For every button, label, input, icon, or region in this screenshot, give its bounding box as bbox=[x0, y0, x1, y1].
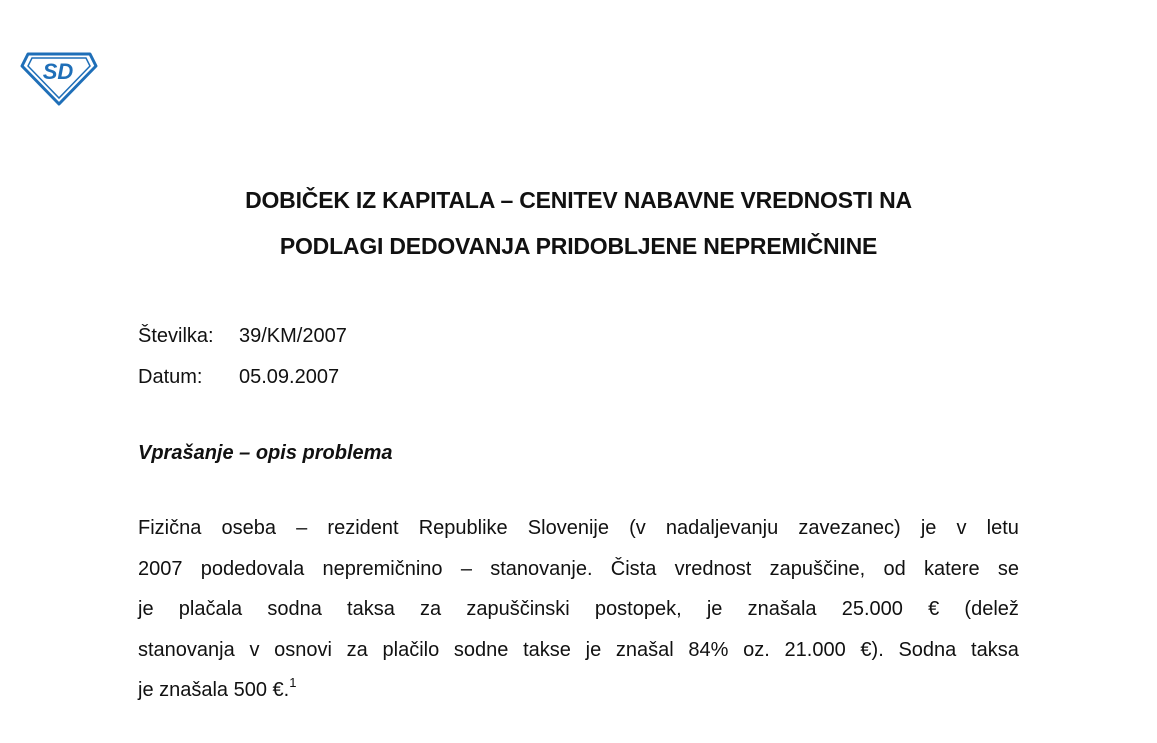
word: 84% bbox=[688, 638, 729, 661]
word: (delež bbox=[964, 598, 1019, 620]
title-line-2: PODLAGI DEDOVANJA PRIDOBLJENE NEPREMIČNINE bbox=[279, 233, 878, 259]
word: Fizična bbox=[138, 517, 202, 539]
word: nepremičnino bbox=[322, 557, 443, 580]
number-label: Številka: bbox=[138, 325, 214, 347]
number-value: 39/KM/2007 bbox=[239, 325, 347, 347]
footnote-reference[interactable]: 1 bbox=[289, 675, 297, 690]
word: se bbox=[997, 557, 1019, 580]
word: postopek, bbox=[594, 598, 682, 620]
meta-date-row bbox=[138, 357, 347, 398]
word: (v bbox=[629, 517, 646, 539]
word: nadaljevanju bbox=[665, 517, 779, 539]
word: stanovanje. bbox=[490, 557, 593, 580]
section-heading: Vprašanje – opis problema bbox=[138, 442, 393, 464]
word: je bbox=[585, 638, 602, 661]
logo-letters: SD bbox=[42, 59, 74, 84]
word: je bbox=[138, 598, 154, 620]
paragraph-line bbox=[138, 549, 1019, 590]
word: Sodna bbox=[898, 638, 957, 661]
word: – bbox=[296, 517, 308, 539]
word: rezident bbox=[327, 517, 399, 539]
word: zavezanec) bbox=[798, 517, 901, 539]
word: znašal bbox=[615, 638, 674, 661]
word: katere bbox=[924, 557, 980, 580]
body-paragraph bbox=[138, 508, 1019, 711]
date-label: Datum: bbox=[138, 366, 203, 388]
document-title bbox=[120, 177, 1037, 269]
word: osnovi bbox=[274, 638, 332, 661]
word: – bbox=[460, 557, 472, 580]
word: 25.000 bbox=[841, 598, 903, 620]
paragraph-line-text: je znašala 500 €. bbox=[138, 679, 290, 701]
paragraph-line bbox=[138, 508, 1019, 549]
word: sodna bbox=[267, 598, 322, 620]
word: vrednost bbox=[674, 557, 752, 580]
paragraph-last-line bbox=[138, 670, 1019, 711]
sd-logo bbox=[20, 48, 98, 106]
paragraph-line bbox=[138, 589, 1019, 630]
word: je bbox=[706, 598, 723, 620]
word: plačilo bbox=[382, 638, 440, 661]
word: €). bbox=[860, 638, 884, 661]
word: stanovanja bbox=[138, 638, 235, 661]
word: za bbox=[420, 598, 442, 620]
word: takse bbox=[523, 638, 571, 661]
word: taksa bbox=[347, 598, 395, 620]
document-meta bbox=[138, 316, 347, 398]
word: taksa bbox=[971, 638, 1019, 661]
word: Republike bbox=[418, 517, 508, 539]
word: Slovenije bbox=[527, 517, 609, 539]
word: oz. bbox=[743, 638, 770, 661]
word: v bbox=[956, 517, 967, 539]
word: 21.000 bbox=[784, 638, 846, 661]
word: od bbox=[883, 557, 906, 580]
word: zapuščinski bbox=[466, 598, 570, 620]
word: podedovala bbox=[200, 557, 305, 580]
date-value: 05.09.2007 bbox=[239, 366, 340, 388]
word: za bbox=[346, 638, 368, 661]
title-line-1: DOBIČEK IZ KAPITALA – CENITEV NABAVNE VREDNOSTI NA bbox=[245, 187, 912, 213]
word: plačala bbox=[178, 598, 243, 620]
word: oseba bbox=[221, 517, 276, 539]
word: v bbox=[249, 638, 260, 661]
word: zapuščine, bbox=[769, 557, 866, 580]
word: je bbox=[920, 517, 937, 539]
word: znašala bbox=[747, 598, 817, 620]
paragraph-line bbox=[138, 630, 1019, 671]
word: Čista bbox=[610, 557, 657, 580]
meta-number-row bbox=[138, 316, 347, 357]
word: € bbox=[928, 598, 940, 620]
word: sodne bbox=[453, 638, 509, 661]
word: letu bbox=[986, 517, 1019, 539]
sd-diamond-logo-icon bbox=[20, 48, 98, 106]
word: 2007 bbox=[138, 557, 183, 580]
